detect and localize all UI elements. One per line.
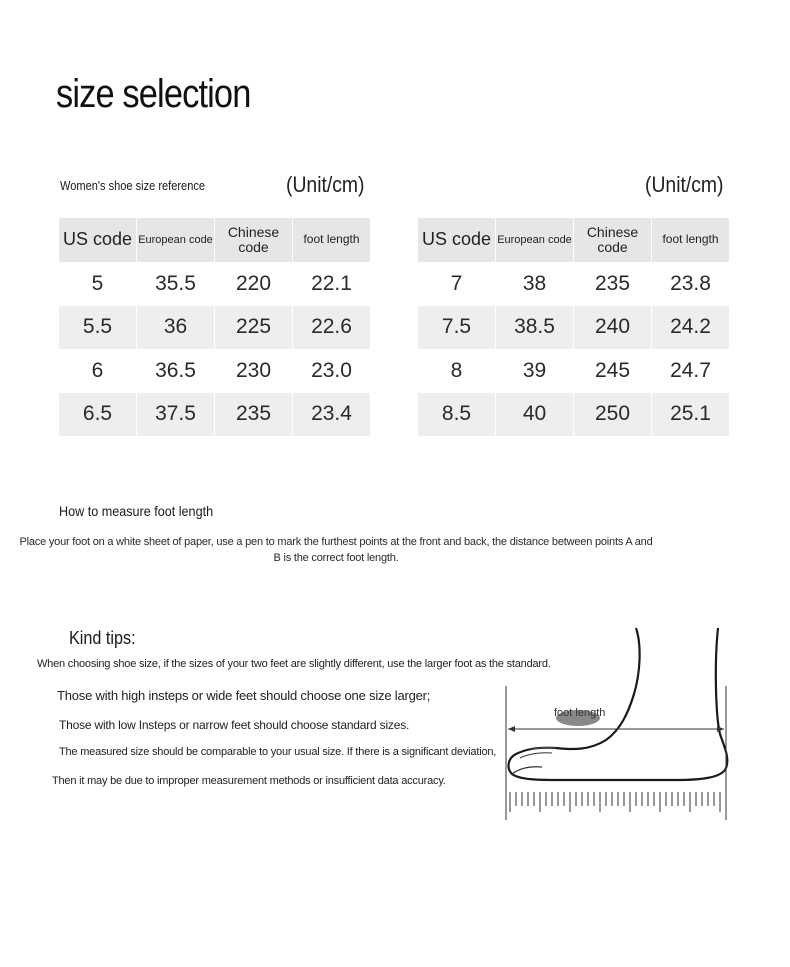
foot-outline [509,628,728,780]
toe-line [520,753,552,758]
unit-label-left: (Unit/cm) [286,172,365,197]
measure-title: How to measure foot length [59,503,214,519]
cell-cn: 220 [215,262,293,306]
cell-length: 23.8 [652,262,730,306]
header-foot-length: foot length [293,218,371,262]
header-european-code: European code [137,218,215,262]
cell-length: 22.6 [293,306,371,350]
cell-us: 7.5 [418,306,496,350]
measure-instructions: Place your foot on a white sheet of paper, use a pen to mark the furthest points at the front and back, the distance between points A and B is the correct foot length. [19,536,653,564]
foot-measure-diagram [500,626,732,831]
cell-length: 25.1 [652,393,730,437]
cell-length: 24.7 [652,349,730,393]
cell-length: 23.4 [293,393,371,437]
cell-cn: 230 [215,349,293,393]
cell-cn: 245 [574,349,652,393]
toe-line [512,767,542,774]
cell-eu: 36.5 [137,349,215,393]
cell-eu: 39 [496,349,574,393]
cell-eu: 38.5 [496,306,574,350]
tips-title: Kind tips: [69,628,136,648]
size-reference-label: Women's shoe size reference [60,178,206,193]
cell-us: 6.5 [59,393,137,437]
cell-eu: 40 [496,393,574,437]
arrow-head-left [508,726,515,732]
cell-eu: 35.5 [137,262,215,306]
size-table-right [418,218,730,436]
cell-us: 5 [59,262,137,306]
cell-cn: 225 [215,306,293,350]
header-chinese-code: Chinese code [574,218,652,262]
cell-eu: 38 [496,262,574,306]
size-table-left [59,218,371,436]
cell-us: 7 [418,262,496,306]
header-foot-length: foot length [652,218,730,262]
cell-cn: 240 [574,306,652,350]
tip-item: The measured size should be comparable to your usual size. If there is a significant deviation, [59,746,497,758]
cell-us: 8.5 [418,393,496,437]
foot-illustration-icon [500,626,732,826]
cell-us: 5.5 [59,306,137,350]
table-row [418,306,730,350]
table-row [59,306,371,350]
table-row [59,262,371,306]
table-row [418,393,730,437]
header-chinese-code: Chinese code [215,218,293,262]
cell-eu: 36 [137,306,215,350]
table-row [418,349,730,393]
tip-item: Then it may be due to improper measurement methods or insufficient data accuracy. [52,775,446,787]
arrow-head-right [717,726,724,732]
tip-item: When choosing shoe size, if the sizes of your two feet are slightly different, use the larger foot as the standard. [37,658,551,670]
cell-length: 24.2 [652,306,730,350]
tip-item: Those with low Insteps or narrow feet should choose standard sizes. [59,718,410,732]
table-row [59,393,371,437]
tip-item: Those with high insteps or wide feet should choose one size larger; [57,688,431,703]
table-header-row [418,218,730,262]
cell-cn: 235 [574,262,652,306]
cell-length: 22.1 [293,262,371,306]
cell-length: 23.0 [293,349,371,393]
table-header-row [59,218,371,262]
page-title: size selection [56,72,251,116]
table-row [418,262,730,306]
header-us-code: US code [418,218,496,262]
cell-eu: 37.5 [137,393,215,437]
header-european-code: European code [496,218,574,262]
cell-us: 8 [418,349,496,393]
cell-cn: 235 [215,393,293,437]
foot-length-label: foot length [554,707,606,719]
table-row [59,349,371,393]
ruler-icon [510,792,726,812]
cell-us: 6 [59,349,137,393]
header-us-code: US code [59,218,137,262]
cell-cn: 250 [574,393,652,437]
unit-label-right: (Unit/cm) [645,172,724,197]
